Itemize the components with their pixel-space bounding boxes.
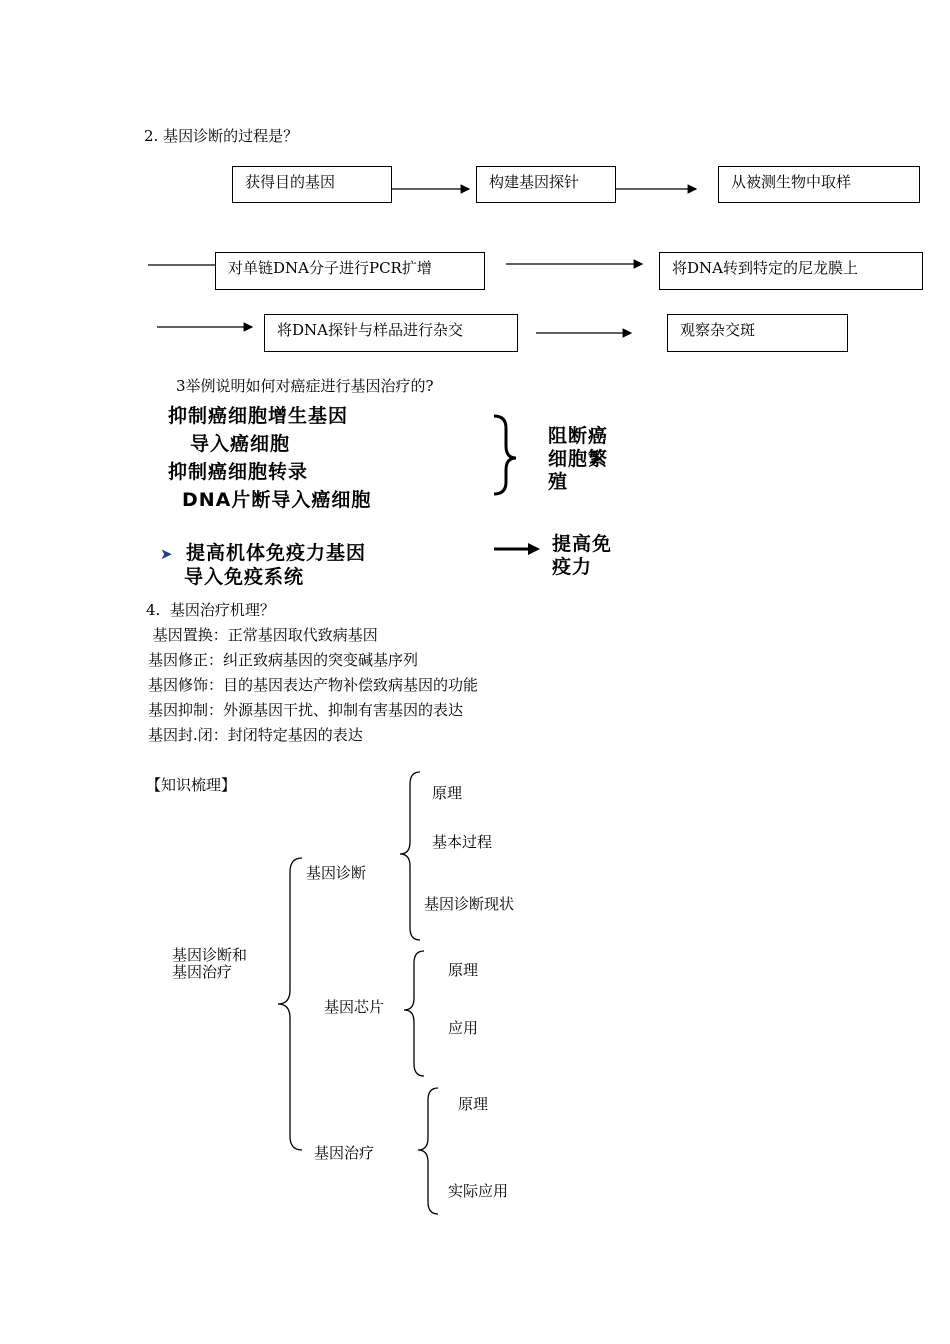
tree-brace-root: [278, 858, 302, 1150]
immune-result-line-2: 疫力: [552, 556, 593, 578]
immune-result-line-1: 提高免: [552, 533, 613, 555]
bullet-arrow-icon: ➤: [160, 545, 173, 563]
tree-brace-therapy: [418, 1088, 438, 1214]
tree-leaf-diagnosis-status: 基因诊断现状: [424, 895, 515, 913]
mechanism-item-3: 基因修饰：目的基因表达产物补偿致病基因的功能: [148, 676, 479, 694]
mechanism-item-5: 基因封.闭：封闭特定基因的表达: [148, 726, 363, 744]
cancer-result-line-1: 阻断癌: [548, 425, 609, 447]
flow-step-4: 对单链DNA分子进行PCR扩增: [215, 252, 485, 290]
tree-branch-therapy: 基因治疗: [314, 1144, 375, 1162]
cancer-method-line-4: DNA片断导入癌细胞: [182, 489, 372, 511]
section4-heading: 4. 基因治疗机理？: [146, 601, 275, 619]
tree-root-line-2: 基因治疗: [172, 963, 233, 981]
flow-step-6: 将DNA探针与样品进行杂交: [264, 314, 518, 352]
tree-leaf-diagnosis-principle: 原理: [432, 784, 463, 802]
cancer-method-line-2: 导入癌细胞: [190, 433, 291, 455]
cancer-result-line-2: 细胞繁: [548, 448, 609, 470]
mechanism-item-2: 基因修正：纠正致病基因的突变碱基序列: [148, 651, 419, 669]
section2-heading: 2. 基因诊断的过程是？: [144, 127, 299, 145]
cancer-method-line-1: 抑制癌细胞增生基因: [168, 405, 349, 427]
tree-brace-diagnosis: [400, 772, 420, 940]
knowledge-heading: 【知识梳理】: [146, 776, 237, 794]
mechanism-item-1: 基因置换：正常基因取代致病基因: [148, 626, 378, 644]
flow-step-3: 从被测生物中取样: [718, 166, 920, 203]
tree-leaf-therapy-application: 实际应用: [448, 1182, 509, 1200]
tree-leaf-diagnosis-process: 基本过程: [432, 833, 493, 851]
flow-step-5: 将DNA转到特定的尼龙膜上: [659, 252, 923, 290]
tree-leaf-chip-principle: 原理: [448, 961, 479, 979]
section3-heading: 3举例说明如何对癌症进行基因治疗的?: [176, 377, 434, 395]
tree-branch-chip: 基因芯片: [324, 998, 385, 1016]
cancer-method-line-3: 抑制癌细胞转录: [168, 461, 309, 483]
tree-leaf-chip-application: 应用: [448, 1019, 479, 1037]
flow-step-2: 构建基因探针: [476, 166, 616, 203]
curly-brace-icon: [494, 416, 516, 494]
tree-branch-diagnosis: 基因诊断: [306, 864, 367, 882]
cancer-result-line-3: 殖: [548, 471, 569, 493]
flow-step-1: 获得目的基因: [232, 166, 392, 203]
mechanism-item-4: 基因抑制：外源基因干扰、抑制有害基因的表达: [148, 701, 464, 719]
flow-step-7: 观察杂交斑: [667, 314, 848, 352]
tree-brace-chip: [404, 951, 424, 1076]
immune-method-line-1: 提高机体免疫力基因: [186, 542, 367, 564]
immune-method-line-2: 导入免疫系统: [184, 566, 305, 588]
tree-leaf-therapy-principle: 原理: [458, 1095, 489, 1113]
tree-root-line-1: 基因诊断和: [172, 946, 248, 964]
